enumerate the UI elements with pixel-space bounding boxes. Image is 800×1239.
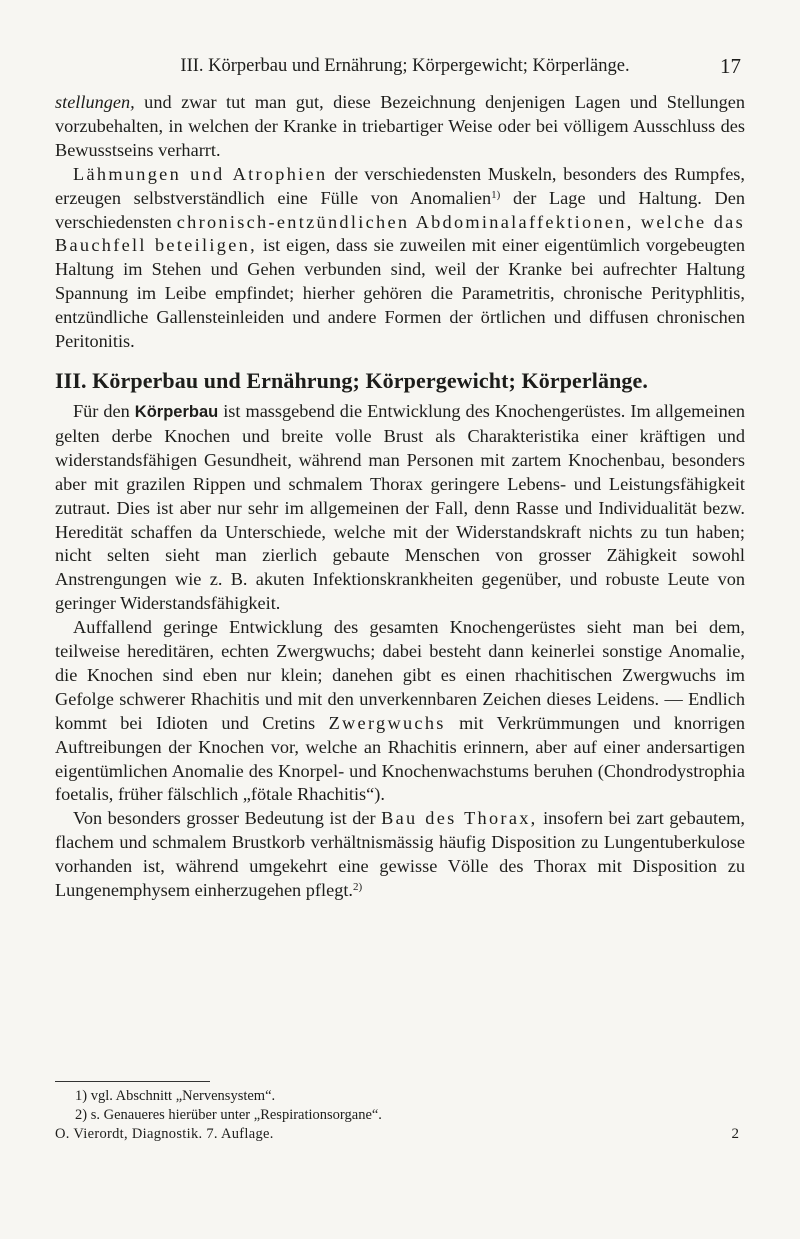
text-run: Auffallend geringe Entwicklung des gesamten Knochengerüstes sieht man bei dem, teilweise hereditären, echten Zwergwuchs; dabei besteht dann keinerlei sonstige Anomalie, die Knochen sind eben nur klein; danehen gibt es einen rhachitischen Zwergwuchs im Gefolge schwerer Rhachitis und mit den unverkennbaren Zeichen dieses Leidens. — Endlich kommt bei Idioten und Cretins <box>55 617 745 733</box>
imprint-line <box>55 1125 745 1144</box>
text-run: Von besonders grosser Bedeutung ist der <box>73 808 382 829</box>
paragraph <box>55 400 745 616</box>
text-run: Für den <box>73 400 135 421</box>
paragraph <box>55 163 745 354</box>
spaced-term: Zwergwuchs <box>328 712 446 733</box>
footnote-marker: 2) <box>352 881 363 894</box>
footnote-marker: 1) <box>491 188 501 201</box>
text-run: mit Verkrümmungen und knorrigen Auftreibungen der Knochen vor, welche an Rhachitis erinnern, aber auf einer andersartigen eigentümlichen Anomalie des Knorpel- und Knochenwachstums beruhen (Chondrodystrophia foetalis, früher fälschlich „fötale Rhachitis“). <box>55 712 746 805</box>
text-run: insofern bei zart gebautem, flachem und schmalem Brustkorb verhältnismässig häufig Disposition zu Lungentuberkulose vorhanden ist, während umgekehrt eine gewisse Völle des Thorax mit Disposition zu Lungenemphysem einherzugehen pflegt. <box>55 808 745 901</box>
signature-mark: 2 <box>731 1126 739 1142</box>
italic-term: stellungen, <box>55 92 135 112</box>
footnote-divider <box>55 1081 210 1082</box>
footnote: 1) vgl. Abschnitt „Nervensystem“. <box>75 1088 276 1104</box>
text-run: und zwar tut man gut, diese Bezeichnung denjenigen Lagen und Stellungen vorzubehalten, in welchen der Kranke in triebartiger Weise oder bei völligem Ausschluss des Bewusstseins verharrt. <box>55 92 745 160</box>
bold-term: Körperbau <box>134 402 219 421</box>
section-heading: III. Körperbau und Ernährung; Körpergewicht; Körperlänge. <box>55 367 648 393</box>
text-run: der verschiedensten Muskeln, besonders des Rumpfes, erzeugen selbstverständlich eine Fülle von Anomalien <box>55 163 745 208</box>
imprint: O. Vierordt, Diagnostik. 7. Auflage. <box>55 1126 274 1142</box>
paragraph <box>55 807 745 903</box>
running-head-title: III. Körperbau und Ernährung; Körpergewicht; Körperlänge. <box>180 56 630 76</box>
text-run: der Lage und Haltung. Den verschiedensten <box>55 187 745 232</box>
running-head <box>55 56 745 80</box>
paragraph <box>55 616 745 807</box>
paragraph <box>55 91 745 163</box>
spaced-term: Bau des Thorax, <box>381 808 538 829</box>
text-run: ist eigen, dass sie zuweilen mit einer eigentümlich vorgebeugten Haltung im Stehen und Gehen verbunden sind, weil der Kranke bei aufrechter Haltung Spannung im Leibe empfindet; hierher gehören die Parametritis, chronische Perityphlitis, entzündliche Gallensteinleiden und andere Formen der örtlichen und diffusen chronischen Peritonitis. <box>55 235 746 352</box>
spaced-term: chronisch-entzündlichen Abdominalaffektionen, welche das Bauchfell beteiligen, <box>55 211 745 256</box>
spaced-term: Lähmungen und Atrophien <box>73 163 328 184</box>
main-text <box>55 91 745 903</box>
text-run: ist massgebend die Entwicklung des Knochengerüstes. Im allgemeinen gelten derbe Knochen und breite volle Brust als Charakteristika einer kräftigen und widerstandsfähigen Gesundheit, während man Personen mit zartem Knochenbau, besonders aber mit grazilen Rippen und schmalem Thorax geringere Lebens- und Leistungsfähigkeit zutraut. Dies ist aber nur sehr im allgemeinen der Fall, denn Rasse und Individualität bezw. Heredität schaffen da Unterschiede, welche mit der Widerstandskraft nichts zu tun haben; nicht selten sieht man zierlich gebaute Menschen von grosser Zähigkeit sowohl Anstrengungen wie z. B. akuten Infektionskrankheiten gegenüber, und robuste Leute von geringer Widerstandsfähigkeit. <box>55 400 745 614</box>
page-number: 17 <box>720 54 741 78</box>
footnote: 2) s. Genaueres hierüber unter „Respirationsorgane“. <box>75 1107 382 1123</box>
footnotes <box>55 1087 745 1144</box>
